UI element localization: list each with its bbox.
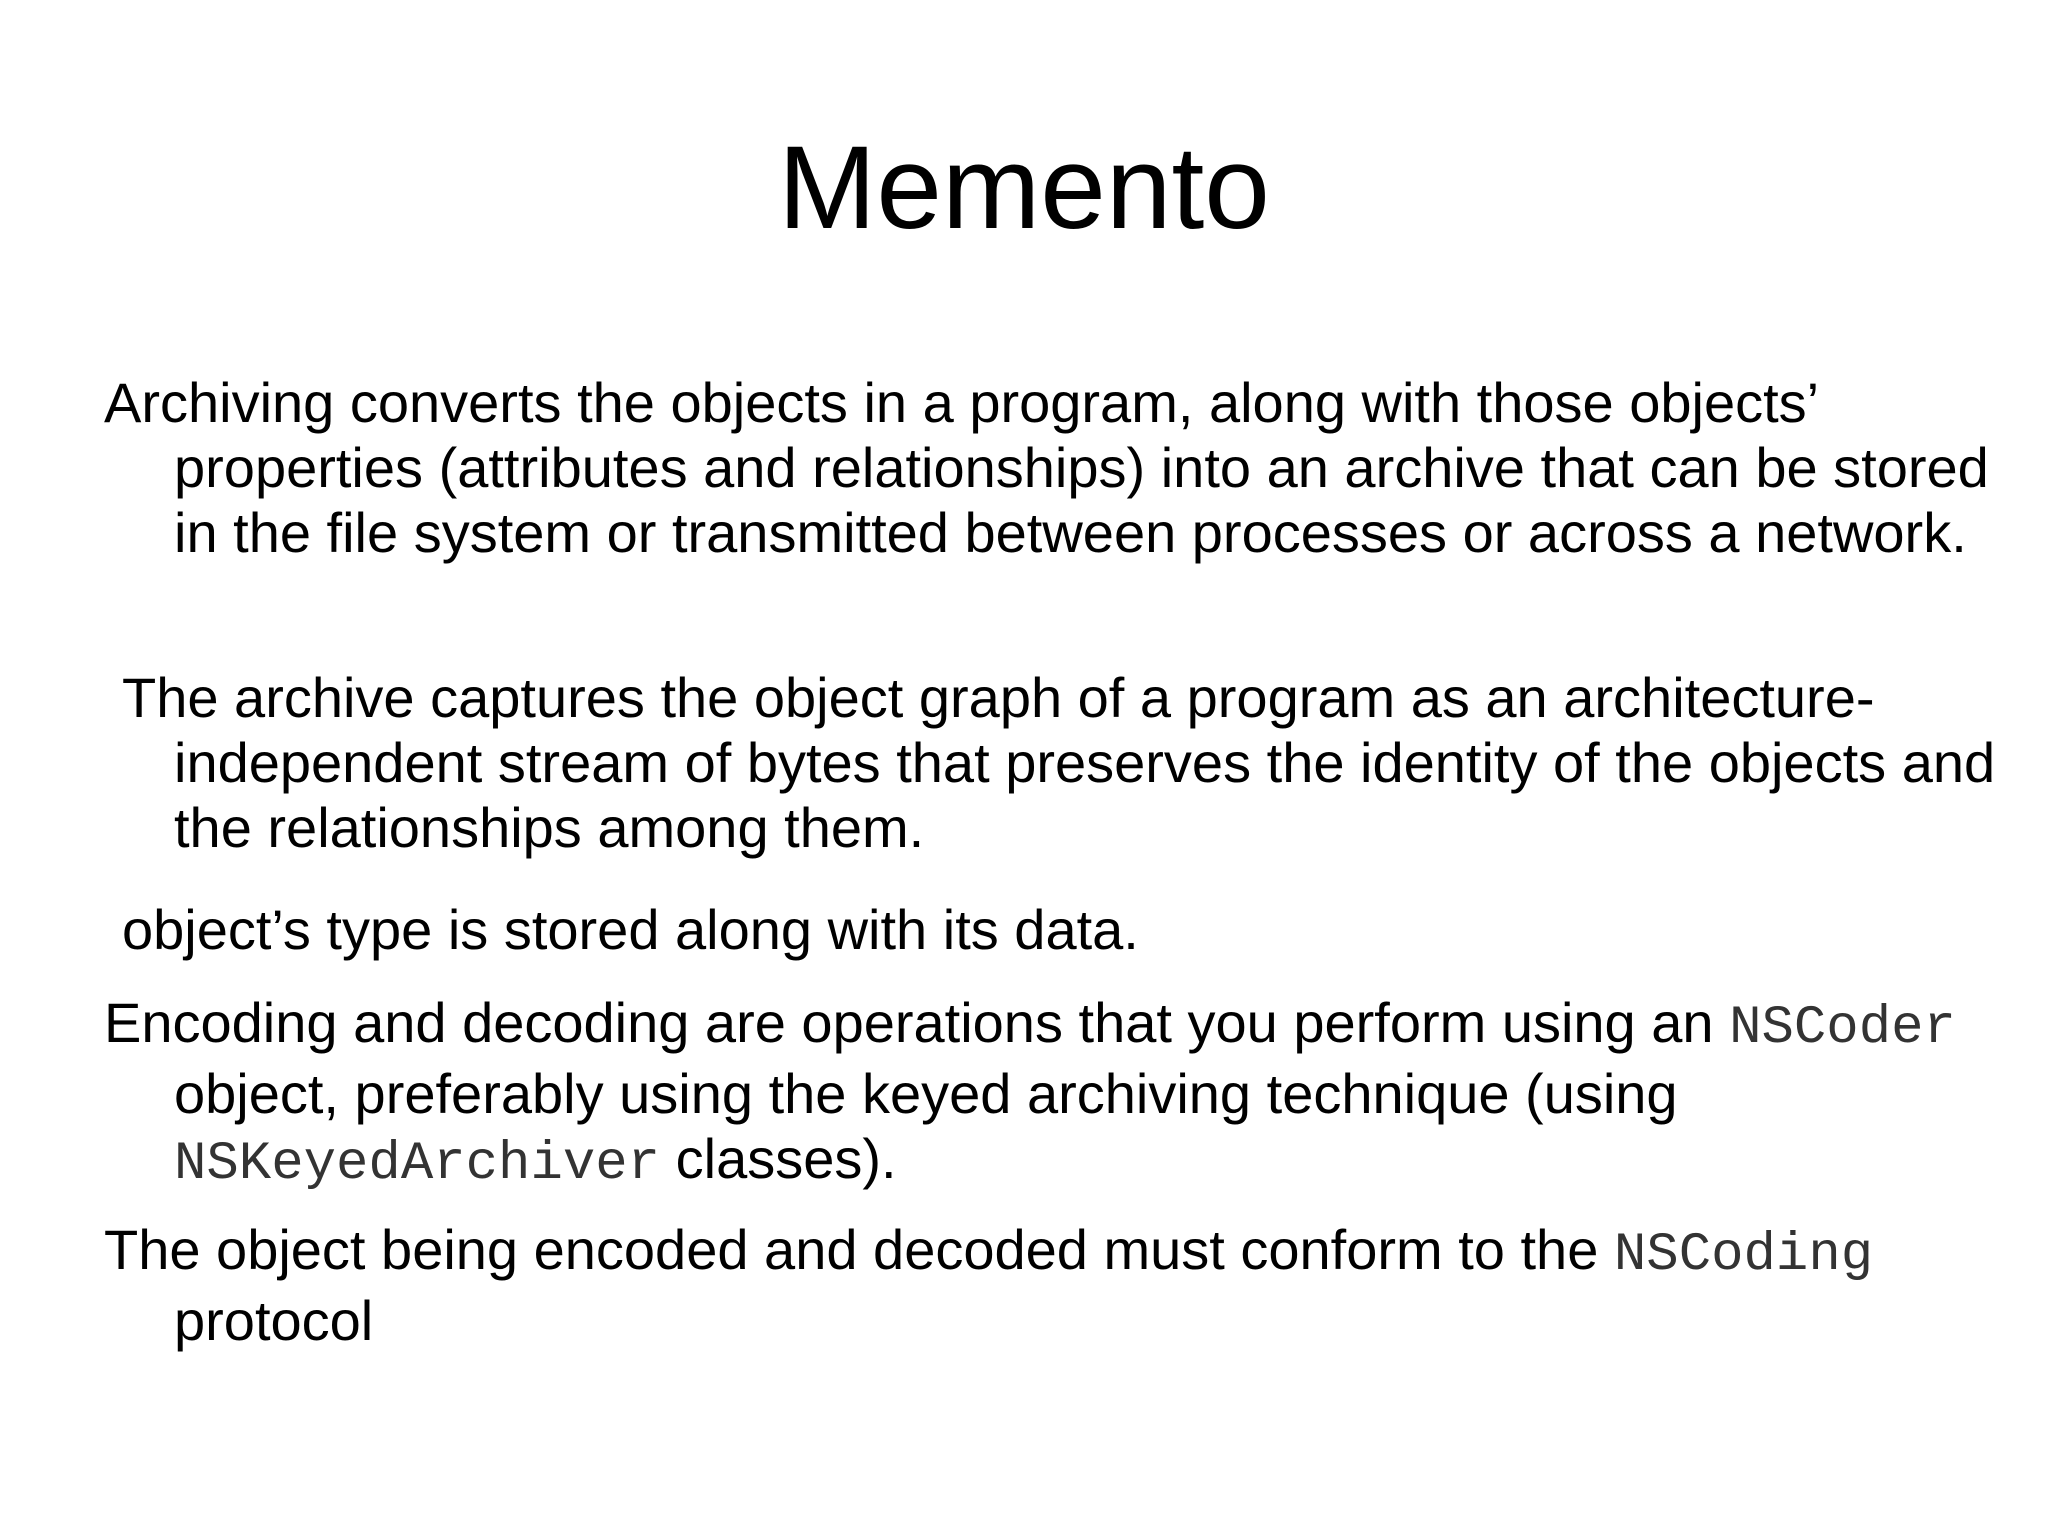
paragraph-encoding-decoding: [104, 990, 2034, 1197]
slide-title: Memento: [778, 122, 1270, 254]
nscoder-code: NSCoder: [1729, 998, 1956, 1059]
paragraph-nscoding: [104, 1217, 2034, 1353]
paragraph-archive-captures: The archive captures the object graph of a program as an architecture-independent stream of bytes that preserves the identity of the objects and the relationships among them.: [122, 666, 1996, 859]
nscoding-code: NSCoding: [1613, 1225, 1874, 1286]
paragraph-object-type: object’s type is stored along with its data.: [122, 898, 1139, 961]
paragraph-nscoding-text-1: The object being encoded and decoded must conform to the: [104, 1218, 1614, 1281]
nskeyedarchiver-code: NSKeyedArchiver: [174, 1134, 661, 1195]
paragraph-archiving: Archiving converts the objects in a program, along with those objects’ properties (attributes and relationships) into an archive that can be stored in the file system or transmitted between processes or across a network.: [104, 371, 1989, 564]
paragraph-nscoding-text-2: protocol: [174, 1289, 374, 1352]
paragraph-encoding-text-2: object, preferably using the keyed archiving technique (using: [174, 1062, 1678, 1125]
paragraph-encoding-text-3: classes).: [660, 1127, 897, 1190]
paragraph-encoding-text-1: Encoding and decoding are operations that you perform using an: [104, 991, 1730, 1054]
